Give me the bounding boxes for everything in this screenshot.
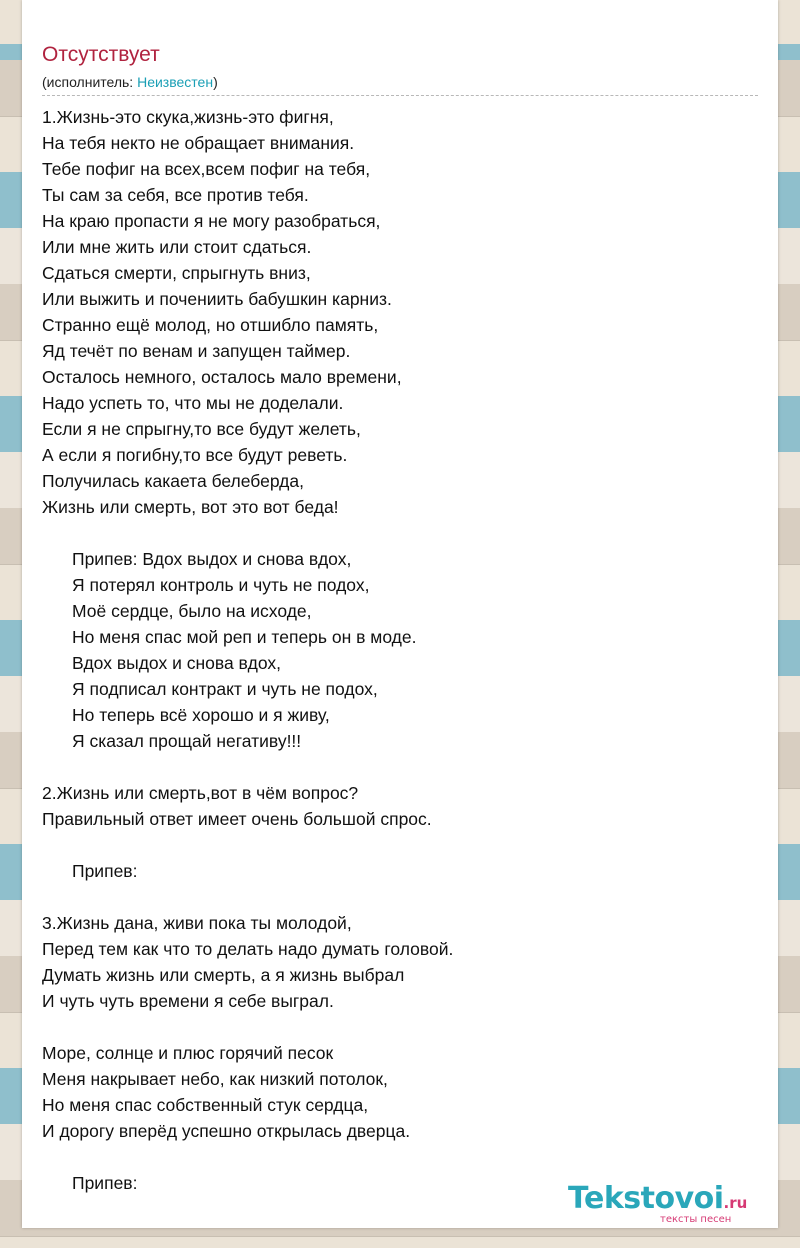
artist-link[interactable]: Неизвестен [137,74,214,90]
lyric-line: Если я не спрыгну,то все будут желеть, [42,419,361,439]
lyric-blank-line [42,754,742,780]
site-logo[interactable] [568,1181,748,1225]
lyric-line: Ты сам за себя, все против тебя. [42,185,309,205]
lyric-line: Яд течёт по венам и запущен таймер. [42,341,351,361]
lyric-line: Море, солнце и плюс горячий песок [42,1043,334,1063]
lyric-line: Надо успеть то, что мы не доделали. [42,393,344,413]
lyric-blank-line [42,832,742,858]
lyric-line: Но меня спас собственный стук сердца, [42,1095,369,1115]
logo-tld: .ru [723,1194,748,1212]
lyric-blank-line [42,520,742,546]
lyric-line: Но теперь всё хорошо и я живу, [72,705,330,725]
lyrics-card [22,0,778,1228]
lyric-blank-line [42,884,742,910]
lyric-line: Получилась какаета белеберда, [42,471,304,491]
lyric-line: Меня накрывает небо, как низкий потолок, [42,1069,388,1089]
title-divider [42,95,758,96]
lyric-line: 1.Жизнь-это скука,жизнь-это фигня, [42,107,334,127]
logo-subtitle: тексты песен [660,1214,732,1225]
lyric-line: Правильный ответ имеет очень большой спрос. [42,809,432,829]
lyric-line: Тебе пофиг на всех,всем пофиг на тебя, [42,159,371,179]
lyric-line: Вдох выдох и снова вдох, [72,653,282,673]
lyric-line: Осталось немного, осталось мало времени, [42,367,402,387]
lyric-line: И чуть чуть времени я себе выграл. [42,991,334,1011]
lyric-line: Я потерял контроль и чуть не подох, [72,575,370,595]
lyric-line: Сдаться смерти, спрыгнуть вниз, [42,263,311,283]
lyric-line: Жизнь или смерть, вот это вот беда! [42,497,339,517]
lyric-line: На краю пропасти я не могу разобраться, [42,211,381,231]
lyric-blank-line [42,1014,742,1040]
lyrics-body [42,104,742,1196]
lyric-line: Припев: [72,861,138,881]
artist-line [42,74,218,90]
lyric-line: И дорогу вперёд успешно открылась дверца. [42,1121,411,1141]
lyric-line: Я подписал контракт и чуть не подох, [72,679,378,699]
lyric-line: Или мне жить или стоит сдаться. [42,237,312,257]
lyric-line: Думать жизнь или смерть, а я жизнь выбрал [42,965,405,985]
lyric-line: На тебя некто не обращает внимания. [42,133,355,153]
lyric-blank-line [42,1144,742,1170]
lyric-line: 3.Жизнь дана, живи пока ты молодой, [42,913,352,933]
artist-suffix: ) [213,74,218,90]
song-title: Отсутствует [42,43,160,66]
lyric-line: Странно ещё молод, но отшибло память, [42,315,379,335]
lyric-line: Или выжить и почениить бабушкин карниз. [42,289,392,309]
artist-prefix: (исполнитель: [42,74,138,90]
lyric-line: Я сказал прощай негативу!!! [72,731,302,751]
lyric-line: А если я погибну,то все будут реветь. [42,445,348,465]
lyric-line: Но меня спас мой реп и теперь он в моде. [72,627,417,647]
lyric-line: Припев: Вдох выдох и снова вдох, [72,549,352,569]
lyric-line: Перед тем как что то делать надо думать головой. [42,939,454,959]
lyric-line: Моё сердце, было на исходе, [72,601,312,621]
logo-wordmark: Tekstovoi [568,1181,724,1216]
lyric-line: Припев: [72,1173,138,1193]
lyric-line: 2.Жизнь или смерть,вот в чём вопрос? [42,783,359,803]
